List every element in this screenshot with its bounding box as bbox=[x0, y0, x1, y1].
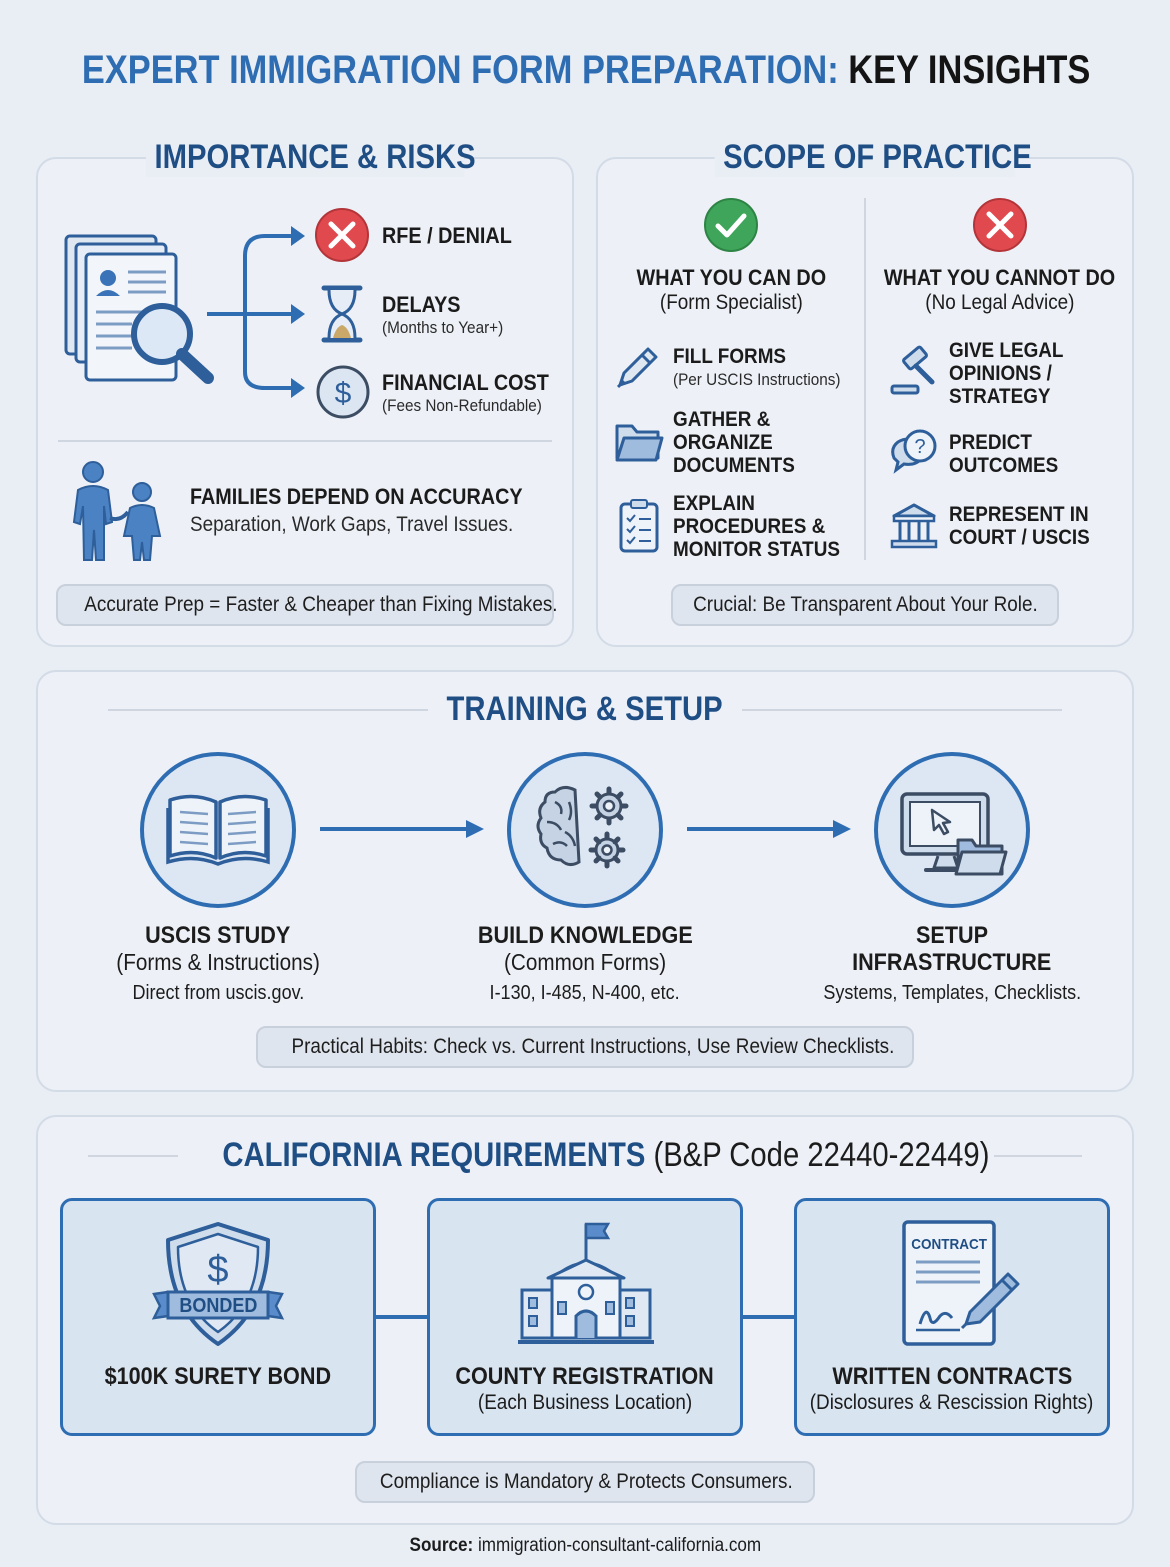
step-detail-knowledge: I-130, I-485, N-400, etc. bbox=[489, 982, 681, 1004]
requirement-title-county: COUNTY REGISTRATION bbox=[455, 1363, 715, 1390]
training-heading: TRAINING & SETUP bbox=[446, 690, 724, 728]
training-note: Practical Habits: Check vs. Current Instructions, Use Review Checklists. bbox=[256, 1026, 914, 1068]
can-item-gather-1: GATHER & bbox=[673, 408, 771, 431]
can-item-gather-2: ORGANIZE bbox=[673, 431, 773, 454]
divider bbox=[108, 709, 428, 711]
open-book-icon bbox=[166, 788, 270, 868]
california-heading-bold: CALIFORNIA REQUIREMENTS bbox=[222, 1136, 646, 1174]
step-detail-infrastructure: Systems, Templates, Checklists. bbox=[823, 982, 1081, 1004]
branch-arrows bbox=[205, 226, 305, 396]
svg-text:$: $ bbox=[207, 1249, 229, 1291]
requirement-title-contracts: WRITTEN CONTRACTS bbox=[832, 1363, 1072, 1390]
family-icon bbox=[64, 460, 168, 564]
scope-column-divider bbox=[864, 198, 866, 560]
risk-label-financial: FINANCIAL COST bbox=[382, 370, 549, 395]
cannot-title: WHAT YOU CANNOT DO bbox=[884, 265, 1116, 290]
risk-label-rfe: RFE / DENIAL bbox=[382, 223, 512, 248]
requirement-sub-contracts: (Disclosures & Rescission Rights) bbox=[810, 1391, 1094, 1414]
step-title2-infrastructure: INFRASTRUCTURE bbox=[852, 949, 1052, 976]
pen-icon bbox=[614, 343, 662, 391]
cannot-item-legal-2: OPINIONS / bbox=[949, 362, 1052, 385]
shield-dollar-icon bbox=[150, 1220, 286, 1350]
divider bbox=[58, 440, 552, 442]
requirement-title-bond: $100K SURETY BOND bbox=[104, 1363, 332, 1390]
flow-arrow bbox=[320, 818, 486, 840]
x-circle-icon bbox=[314, 207, 370, 263]
bonded-badge-text: BONDED bbox=[178, 1295, 257, 1317]
cannot-item-represent-1: REPRESENT IN bbox=[949, 503, 1089, 526]
step-title-knowledge: BUILD KNOWLEDGE bbox=[477, 922, 693, 949]
can-title: WHAT YOU CAN DO bbox=[636, 265, 826, 290]
flow-arrow bbox=[687, 818, 853, 840]
cannot-item-legal-3: STRATEGY bbox=[949, 385, 1051, 408]
document-magnifier-icon bbox=[62, 232, 222, 387]
svg-text:$: $ bbox=[334, 377, 352, 410]
folder-icon bbox=[614, 420, 664, 464]
california-note: Compliance is Mandatory & Protects Consumers. bbox=[355, 1461, 815, 1503]
check-circle-icon bbox=[703, 197, 759, 253]
source-label: Source: bbox=[409, 1535, 473, 1556]
contract-badge-text: CONTRACT bbox=[911, 1236, 987, 1253]
cannot-subtitle: (No Legal Advice) bbox=[925, 291, 1075, 314]
source-line bbox=[0, 1535, 1170, 1557]
requirement-sub-county: (Each Business Location) bbox=[477, 1391, 693, 1414]
can-item-explain-1: EXPLAIN bbox=[673, 492, 755, 515]
computer-folder-icon bbox=[898, 790, 1010, 876]
connector-line bbox=[374, 1315, 430, 1319]
cannot-item-represent-2: COURT / USCIS bbox=[949, 526, 1090, 549]
source-link[interactable]: immigration-consultant-california.com bbox=[477, 1535, 761, 1556]
connector-line bbox=[741, 1315, 797, 1319]
speech-question-icon bbox=[888, 428, 940, 476]
can-subtitle: (Form Specialist) bbox=[659, 291, 803, 314]
can-item-explain-3: MONITOR STATUS bbox=[673, 538, 840, 561]
government-building-icon bbox=[516, 1220, 656, 1348]
scope-heading: SCOPE OF PRACTICE bbox=[715, 138, 1016, 177]
divider bbox=[742, 709, 1062, 711]
hourglass-icon bbox=[320, 285, 364, 343]
step-sub-knowledge: (Common Forms) bbox=[503, 949, 667, 975]
risk-label-delays: DELAYS bbox=[382, 292, 461, 317]
can-item-explain-2: PROCEDURES & bbox=[673, 515, 826, 538]
courthouse-icon bbox=[890, 502, 938, 550]
x-circle-icon bbox=[972, 197, 1028, 253]
step-title-study: USCIS STUDY bbox=[145, 922, 291, 949]
california-heading-code: (B&P Code 22440-22449) bbox=[653, 1136, 990, 1174]
page-title: EXPERT IMMIGRATION FORM PREPARATION: KEY INSIGHTS bbox=[81, 48, 1091, 92]
cannot-item-legal-1: GIVE LEGAL bbox=[949, 339, 1064, 362]
step-title-infrastructure: SETUP bbox=[915, 922, 988, 949]
cannot-item-predict-1: PREDICT bbox=[949, 431, 1032, 454]
dollar-circle-icon bbox=[315, 364, 371, 420]
step-sub-study: (Forms & Instructions) bbox=[116, 949, 320, 975]
california-heading bbox=[160, 1136, 1010, 1175]
clipboard-checklist-icon bbox=[618, 498, 660, 554]
families-label: FAMILIES DEPEND ON ACCURACY bbox=[190, 484, 523, 509]
can-item-fill-forms-sub: (Per USCIS Instructions) bbox=[673, 370, 841, 389]
brain-gears-icon bbox=[535, 782, 635, 878]
can-item-fill-forms: FILL FORMS bbox=[673, 345, 787, 368]
importance-note: Accurate Prep = Faster & Cheaper than Fixing Mistakes. bbox=[56, 584, 554, 626]
cannot-item-predict-2: OUTCOMES bbox=[949, 454, 1059, 477]
importance-risks-heading: IMPORTANCE & RISKS bbox=[146, 138, 464, 177]
can-item-gather-3: DOCUMENTS bbox=[673, 454, 795, 477]
svg-text:?: ? bbox=[914, 436, 926, 458]
step-detail-study: Direct from uscis.gov. bbox=[132, 982, 304, 1004]
risk-sub-delays: (Months to Year+) bbox=[382, 318, 504, 337]
families-sub: Separation, Work Gaps, Travel Issues. bbox=[190, 513, 514, 536]
scope-note: Crucial: Be Transparent About Your Role. bbox=[671, 584, 1059, 626]
gavel-icon bbox=[888, 346, 938, 396]
risk-sub-financial: (Fees Non-Refundable) bbox=[382, 396, 542, 415]
